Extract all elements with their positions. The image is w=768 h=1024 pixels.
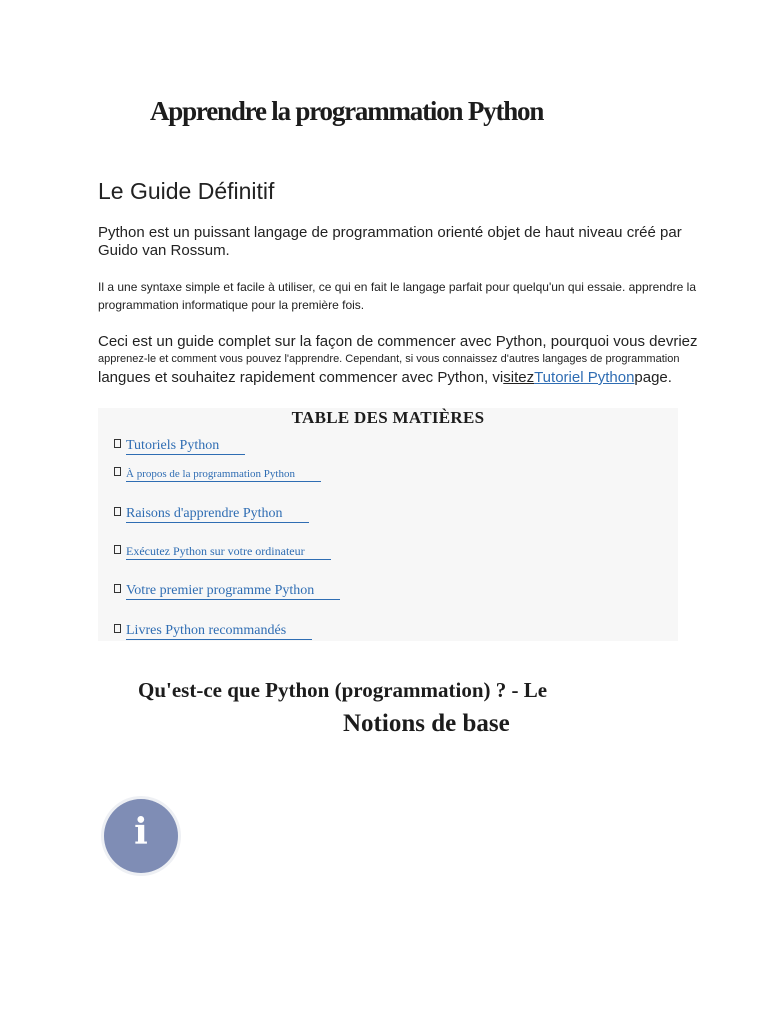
intro-paragraph-3 xyxy=(98,333,718,389)
toc-item-label[interactable]: Exécutez Python sur votre ordinateur xyxy=(126,544,331,560)
page-title: Apprendre la programmation Python xyxy=(150,96,544,126)
checkbox-icon xyxy=(114,545,121,554)
toc-item[interactable] xyxy=(114,438,245,454)
toc-item-label[interactable]: Livres Python recommandés xyxy=(126,623,312,640)
paragraph-3-prefix: langues et souhaitez rapidement commencer avec Python, vi xyxy=(98,369,504,386)
paragraph-3-suffix: page. xyxy=(634,369,672,386)
checkbox-icon xyxy=(114,467,121,476)
checkbox-icon xyxy=(114,439,121,448)
toc-item[interactable] xyxy=(114,623,312,639)
toc-item-label[interactable]: À propos de la programmation Python xyxy=(126,468,321,482)
toc-item[interactable] xyxy=(114,467,321,480)
section-title-line-1: Qu'est-ce que Python (programmation) ? - Le xyxy=(138,678,548,702)
section-title-line-2: Notions de base xyxy=(343,710,510,737)
info-icon xyxy=(104,799,178,873)
intro-paragraph-2: Il a une syntaxe simple et facile à utiliser, ce qui en fait le langage parfait pour quelqu'un qui essaie. apprendre la programmation informatique pour la première fois. xyxy=(98,280,697,312)
intro-paragraph-1: Python est un puissant langage de programmation orienté objet de haut niveau créé par Guido van Rossum. xyxy=(98,224,682,259)
toc-item[interactable] xyxy=(114,583,340,599)
info-glyph: i xyxy=(134,811,148,853)
toc-item-label[interactable]: Raisons d'apprendre Python xyxy=(126,506,309,523)
toc-item[interactable] xyxy=(114,506,309,522)
checkbox-icon xyxy=(114,507,121,516)
paragraph-3-line-2: apprenez-le et comment vous pouvez l'apprendre. Cependant, si vous connaissez d'autres langages de programmation xyxy=(98,353,680,365)
paragraph-3-line-3 xyxy=(98,367,718,389)
toc-item-label[interactable]: Tutoriels Python xyxy=(126,438,245,455)
checkbox-icon xyxy=(114,624,121,633)
checkbox-icon xyxy=(114,584,121,593)
table-of-contents xyxy=(98,408,678,641)
paragraph-3-underlined: sitez xyxy=(503,369,535,386)
toc-item-label[interactable]: Votre premier programme Python xyxy=(126,583,340,600)
paragraph-3-line-1: Ceci est un guide complet sur la façon de commencer avec Python, pourquoi vous devriez xyxy=(98,333,698,350)
tutorial-python-link[interactable]: Tutoriel Python xyxy=(534,369,635,386)
toc-item[interactable] xyxy=(114,544,331,559)
page-subtitle: Le Guide Définitif xyxy=(98,178,275,204)
toc-title: TABLE DES MATIÈRES xyxy=(291,408,485,427)
